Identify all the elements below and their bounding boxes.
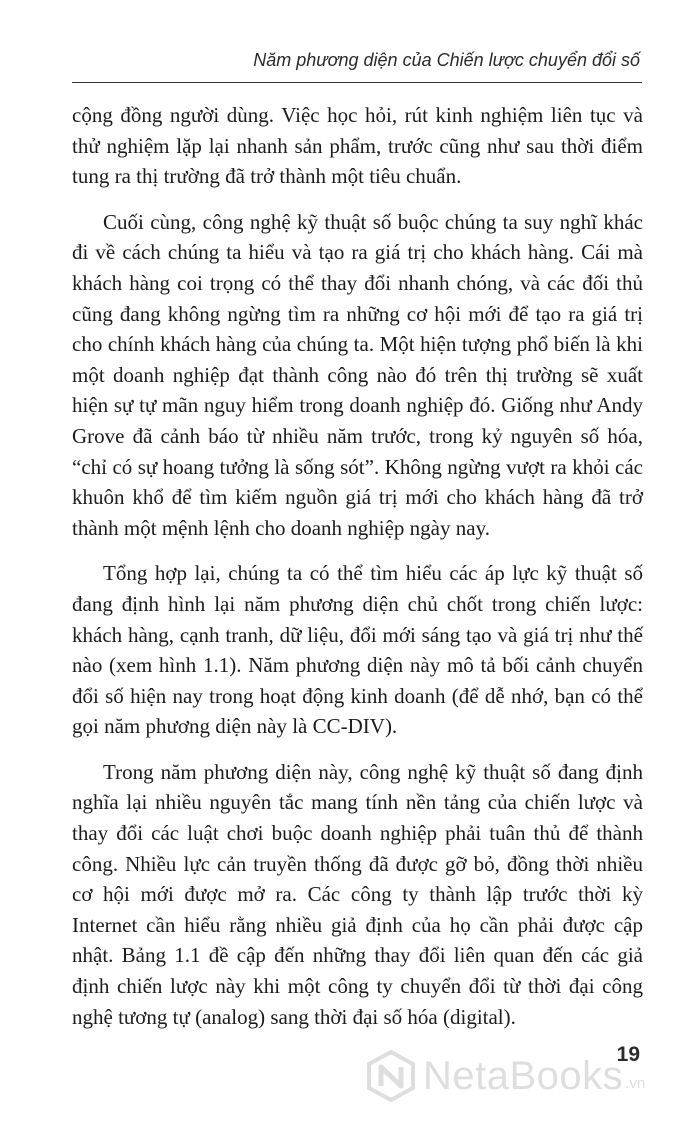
- body-text: [72, 100, 643, 1047]
- running-header: Năm phương diện của Chiến lược chuyển đổi số: [72, 50, 642, 83]
- paragraph-3: Tổng hợp lại, chúng ta có thể tìm hiểu các áp lực kỹ thuật số đang định hình lại năm phương diện chủ chốt trong chiến lược: khách hàng, cạnh tranh, dữ liệu, đổi mới sáng tạo và giá trị như thế nào (xem hình 1.1). Năm phương diện này mô tả bối cảnh chuyển đổi số hiện nay trong hoạt động kinh doanh (để dễ nhớ, bạn có thể gọi năm phương diện này là CC-DIV).: [72, 561, 643, 739]
- watermark-domain-suffix: .vn: [625, 1074, 646, 1092]
- page-number: 19: [616, 1043, 640, 1066]
- paragraph-1: cộng đồng người dùng. Việc học hỏi, rút kinh nghiệm liên tục và thử nghiệm lặp lại nhanh sản phẩm, trước cũng như sau thời điểm tung ra thị trường đã trở thành một tiêu chuẩn.: [72, 103, 643, 189]
- paragraph-2: Cuối cùng, công nghệ kỹ thuật số buộc chúng ta suy nghĩ khác đi về cách chúng ta hiểu và tạo ra giá trị cho khách hàng. Cái mà khách hàng coi trọng có thể thay đổi nhanh chóng, và các đối thủ cũng đang không ngừng tìm ra những cơ hội mới để tạo ra giá trị cho chính khách hàng của chúng ta. Một hiện tượng phổ biến là khi một doanh nghiệp đạt thành công nào đó trên thị trường sẽ xuất hiện sự tự mãn nguy hiểm trong doanh nghiệp đó. Giống như Andy Grove đã cảnh báo từ nhiều năm trước, trong kỷ nguyên số hóa, “chỉ có sự hoang tưởng là sống sót”. Không ngừng vượt ra khỏi các khuôn khổ để tìm kiếm nguồn giá trị mới cho khách hàng đã trở thành một mệnh lệnh cho doanh nghiệp ngày nay.: [72, 209, 643, 540]
- watermark-brand-text: NetaBooks: [423, 1053, 624, 1098]
- netabooks-logo-icon: [365, 1050, 417, 1102]
- paragraph-4: Trong năm phương diện này, công nghệ kỹ thuật số đang định nghĩa lại nhiều nguyên tắc mang tính nền tảng của chiến lược và thay đổi các luật chơi buộc doanh nghiệp phải tuân thủ để thành công. Nhiều lực cản truyền thống đã được gỡ bỏ, đồng thời nhiều cơ hội mới được mở ra. Các công ty thành lập trước thời kỳ Internet cần hiểu rằng nhiều giả định của họ cần phải được cập nhật. Bảng 1.1 đề cập đến những thay đổi liên quan đến các giả định chiến lược này khi một công ty chuyển đổi từ thời đại công nghệ tương tự (analog) sang thời đại số hóa (digital).: [72, 759, 643, 1029]
- watermark: [365, 1046, 645, 1106]
